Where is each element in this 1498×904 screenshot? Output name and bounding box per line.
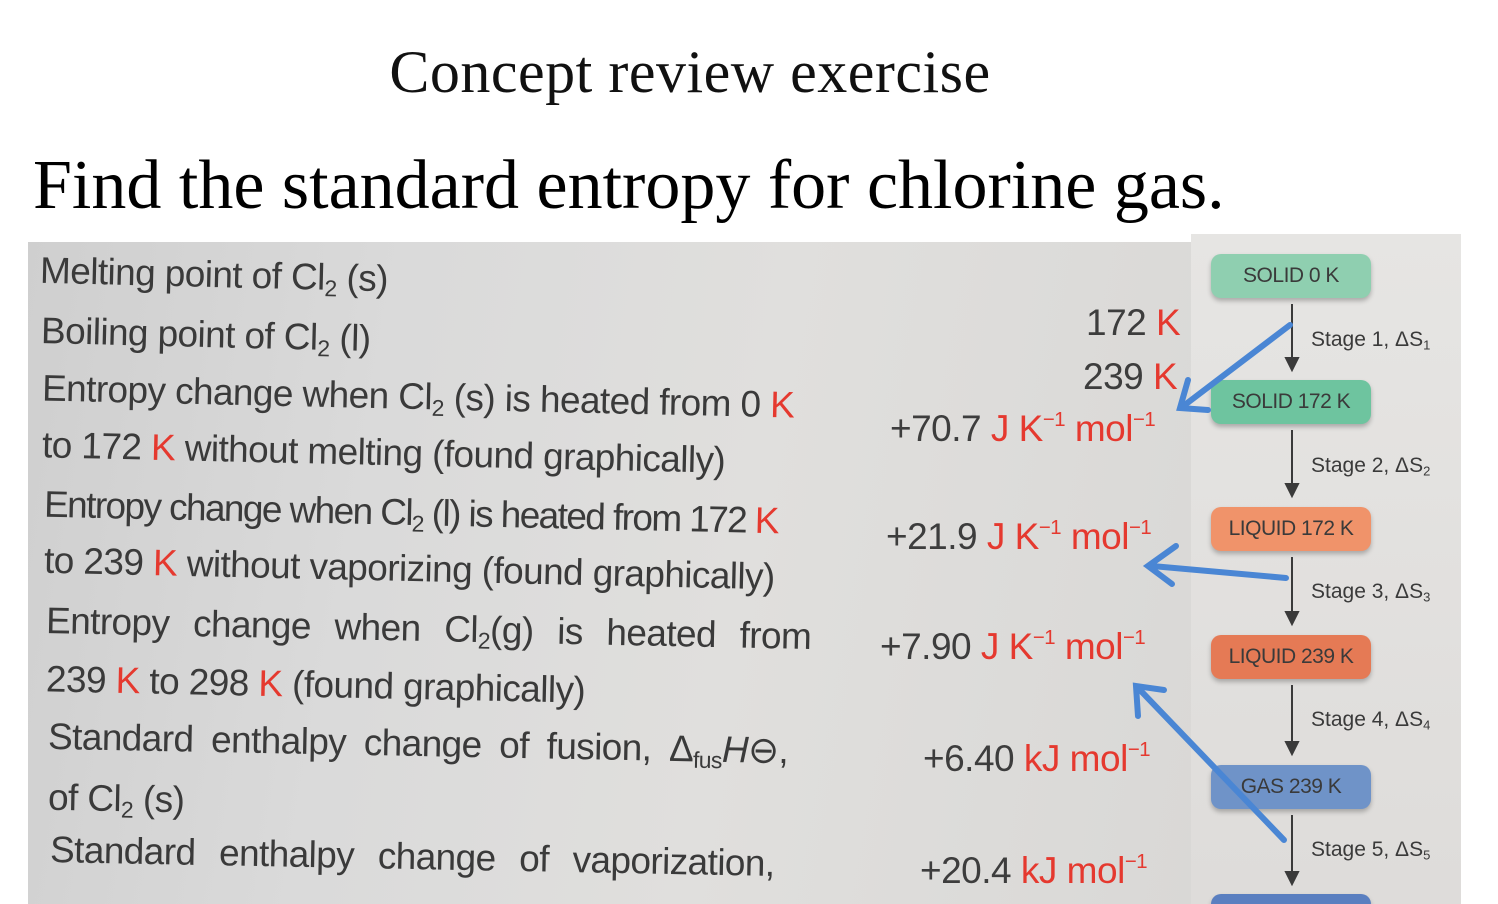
entropy-liquid-line2: to 239 K without vaporizing (found graphically) xyxy=(43,539,776,598)
entropy-gas-value: +7.90 J $K^{-1}$ mol$^{-1}$ xyxy=(880,626,1146,667)
box-liquid-172k: LIQUID 172 K xyxy=(1211,507,1371,551)
entropy-liquid-value: +21.9 J $K^{-1}$ mol$^{-1}$ xyxy=(886,516,1152,557)
vaporization-value: +20.4 kJ mol$^{-1}$ xyxy=(920,850,1148,891)
box-liquid-239k: LIQUID 239 K xyxy=(1211,635,1371,679)
slide-question: Find the standard entropy for chlorine gas. xyxy=(33,147,1225,224)
entropy-solid-value: +70.7 J $K^{-1}$ mol$^{-1}$ xyxy=(890,408,1156,449)
entropy-gas-line1: Entropy change when $Cl_2(g)$ is heated from xyxy=(45,599,812,658)
fusion-line2: of $Cl_2$ (s) xyxy=(47,776,185,823)
boiling-point-label: Boiling point of $Cl_2$ (l) xyxy=(40,309,371,362)
stage-5-label: Stage 5, $\Delta S_5$ xyxy=(1311,838,1431,863)
slide-title: Concept review exercise xyxy=(389,39,991,105)
stage-1-label: Stage 1, $\Delta S_1$ xyxy=(1311,328,1431,353)
box-solid-0k: SOLID 0 K xyxy=(1211,254,1371,298)
fusion-line1: Standard enthalpy change of fusion, $\Delta_{fus}H⊖$, xyxy=(47,715,789,774)
phase-flow-diagram xyxy=(1191,234,1461,904)
melting-point-value: 172 K xyxy=(1086,302,1181,343)
entropy-liquid-line1: Entropy change when $Cl_2$ (l) is heated from 172 K xyxy=(43,483,779,542)
vaporization-line1: Standard enthalpy change of vaporization, xyxy=(49,829,775,884)
box-gas-239k: GAS 239 K xyxy=(1211,765,1371,809)
stage-3-label: Stage 3, $\Delta S_3$ xyxy=(1311,580,1431,605)
entropy-solid-line1: Entropy change when $Cl_2$ (s) is heated from 0 K xyxy=(41,367,795,426)
textbook-data-table xyxy=(28,242,1198,904)
entropy-solid-line2: to 172 K without melting (found graphically) xyxy=(41,424,726,481)
stage-4-label: Stage 4, $\Delta S_4$ xyxy=(1311,708,1431,733)
stage-2-label: Stage 2, $\Delta S_2$ xyxy=(1311,454,1431,479)
boiling-point-value: 239 K xyxy=(1083,356,1178,397)
melting-point-label: Melting point of $Cl_2$ (s) xyxy=(39,249,389,302)
fusion-value: +6.40 kJ mol$^{-1}$ xyxy=(923,738,1151,779)
entropy-gas-line2: 239 K to 298 K (found graphically) xyxy=(45,658,586,711)
box-solid-172k: SOLID 172 K xyxy=(1211,380,1371,424)
